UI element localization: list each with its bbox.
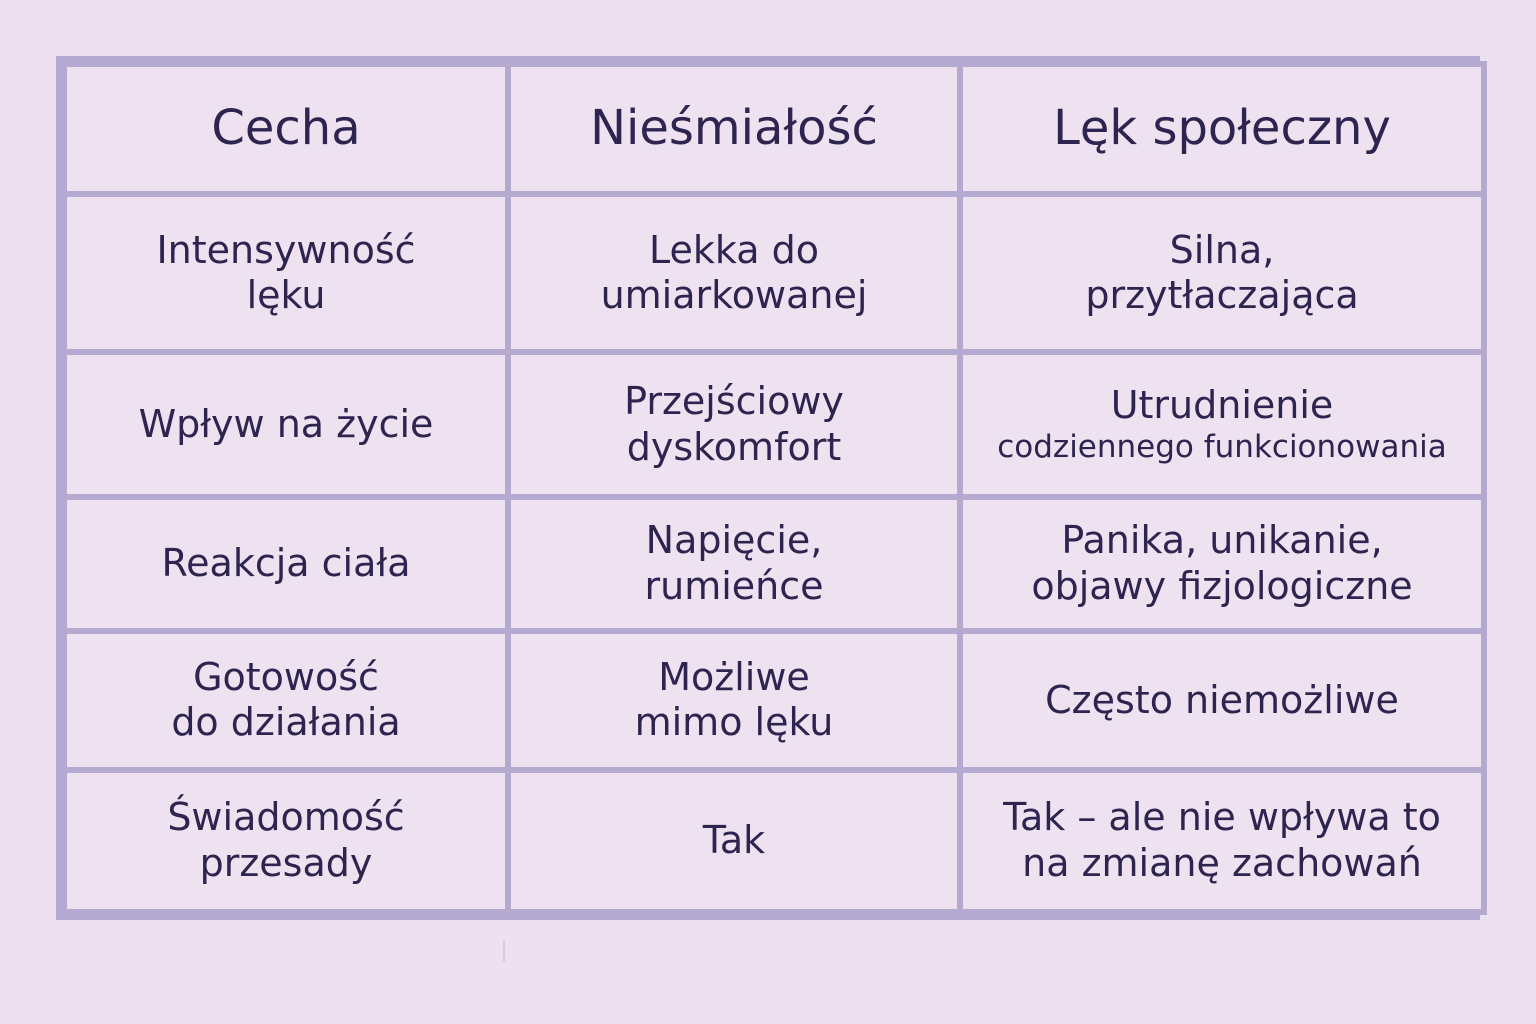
- cell-text: Tak – ale nie wpływa to: [1003, 795, 1441, 840]
- comparison-table: [61, 61, 1487, 915]
- table-row: [67, 634, 1481, 766]
- cell-text: Silna,: [1169, 227, 1275, 272]
- header-cecha: Cecha: [67, 67, 505, 191]
- cell-cecha: [67, 773, 505, 909]
- cell-text: lęku: [246, 273, 326, 318]
- cell-text: Intensywność: [156, 227, 416, 272]
- cell-cecha: [67, 500, 505, 628]
- cell-text: Świadomość: [167, 795, 405, 840]
- table-row: [67, 355, 1481, 493]
- cell-text: Lekka do: [649, 227, 819, 272]
- cell-lek-spoleczny: [963, 197, 1481, 349]
- header-niesmialosc: Nieśmiałość: [511, 67, 957, 191]
- header-lek-spoleczny: Lęk społeczny: [963, 67, 1481, 191]
- cell-text: do działania: [171, 700, 401, 745]
- cell-niesmialosc: [511, 355, 957, 493]
- cell-text: Wpływ na życie: [138, 401, 434, 446]
- cell-text: Utrudnienie: [1110, 383, 1334, 428]
- cell-niesmialosc: [511, 773, 957, 909]
- table-row: [67, 773, 1481, 909]
- cell-text: przesady: [199, 840, 373, 885]
- cell-text: Napięcie,: [645, 518, 823, 563]
- cell-text: umiarkowanej: [600, 273, 868, 318]
- cell-lek-spoleczny: [963, 634, 1481, 766]
- cell-text: Możliwe: [658, 654, 810, 699]
- comparison-table-container: [56, 56, 1480, 920]
- cell-text: rumieńce: [644, 564, 824, 608]
- cell-text: na zmianę zachowań: [1022, 840, 1422, 885]
- cell-text: objawy fizjologiczne: [1031, 564, 1413, 608]
- cell-text: Przejściowy: [624, 379, 844, 424]
- decorative-tick: [503, 940, 505, 962]
- cell-text: Gotowość: [193, 654, 379, 699]
- cell-lek-spoleczny: [963, 773, 1481, 909]
- table-row: [67, 500, 1481, 628]
- cell-text: codziennego funkcionowania: [997, 428, 1447, 465]
- cell-niesmialosc: [511, 197, 957, 349]
- cell-text: Reakcja ciała: [161, 541, 411, 586]
- cell-cecha: [67, 197, 505, 349]
- cell-cecha: [67, 355, 505, 493]
- cell-text: Panika, unikanie,: [1061, 518, 1383, 563]
- cell-niesmialosc: [511, 634, 957, 766]
- cell-lek-spoleczny: [963, 355, 1481, 493]
- cell-text: dyskomfort: [626, 424, 842, 469]
- cell-cecha: [67, 634, 505, 766]
- cell-text: Często niemożliwe: [1045, 677, 1399, 722]
- cell-niesmialosc: [511, 500, 957, 628]
- table-row: [67, 197, 1481, 349]
- cell-text: Tak: [702, 817, 766, 862]
- cell-lek-spoleczny: [963, 500, 1481, 628]
- header-row: [67, 67, 1481, 191]
- cell-text: mimo lęku: [634, 700, 834, 745]
- cell-text: przytłaczająca: [1085, 273, 1359, 318]
